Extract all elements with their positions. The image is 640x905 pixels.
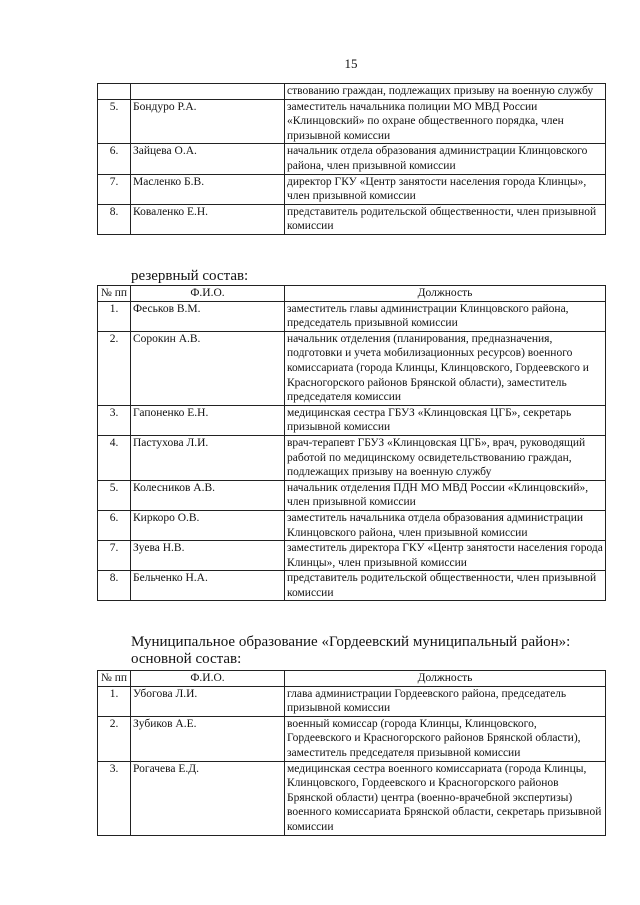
row-number: 5. (98, 99, 131, 144)
row-number: 2. (98, 331, 131, 405)
table-row (98, 510, 606, 540)
row-number: 7. (98, 174, 131, 204)
row-position: глава администрации Гордеевского района, председатель призывной комиссии (285, 686, 606, 716)
row-name: Киркоро О.В. (131, 510, 285, 540)
table-row (98, 174, 606, 204)
gordeevsky-section-subtitle: основной состав: (131, 651, 242, 667)
table-row (98, 435, 606, 480)
row-number: 8. (98, 571, 131, 601)
header-name: Ф.И.О. (131, 286, 285, 302)
row-number: 2. (98, 716, 131, 761)
continuation-table (97, 83, 606, 235)
row-name: Пастухова Л.И. (131, 435, 285, 480)
table-row (98, 480, 606, 510)
gordeevsky-section-title: Муниципальное образование «Гордеевский муниципальный район»: (131, 634, 571, 650)
table-row (98, 99, 606, 144)
table-row (98, 331, 606, 405)
table-row (98, 541, 606, 571)
row-number: 3. (98, 761, 131, 835)
row-position: представитель родительской общественности, член призывной комиссии (285, 204, 606, 234)
page-number: 15 (344, 56, 358, 71)
table-header-row (98, 671, 606, 687)
row-position: ствованию граждан, подлежащих призыву на военную службу (285, 84, 606, 100)
row-name: Зайцева О.А. (131, 144, 285, 174)
row-name: Гапоненко Е.Н. (131, 405, 285, 435)
table-row (98, 761, 606, 835)
row-name: Масленко Б.В. (131, 174, 285, 204)
reserve-section-title: резервный состав: (131, 268, 249, 284)
row-position: медицинская сестра ГБУЗ «Клинцовская ЦГБ», секретарь призывной комиссии (285, 405, 606, 435)
row-name (131, 84, 285, 100)
row-name: Коваленко Е.Н. (131, 204, 285, 234)
row-name: Рогачева Е.Д. (131, 761, 285, 835)
table-row (98, 716, 606, 761)
row-name: Бельченко Н.А. (131, 571, 285, 601)
row-position: начальник отделения ПДН МО МВД России «Клинцовский», член призывной комиссии (285, 480, 606, 510)
row-name: Бондуро Р.А. (131, 99, 285, 144)
table-row (98, 686, 606, 716)
row-number (98, 84, 131, 100)
header-name: Ф.И.О. (131, 671, 285, 687)
table-row (98, 84, 606, 100)
row-number: 6. (98, 510, 131, 540)
table-row (98, 405, 606, 435)
row-name: Сорокин А.В. (131, 331, 285, 405)
row-number: 1. (98, 301, 131, 331)
row-position: начальник отдела образования администрации Клинцовского района, член призывной комиссии (285, 144, 606, 174)
row-position: заместитель главы администрации Клинцовского района, председатель призывной комиссии (285, 301, 606, 331)
table-row (98, 301, 606, 331)
header-num: № пп (98, 671, 131, 687)
row-position: заместитель начальника полиции МО МВД России «Клинцовский» по охране общественного порядка, член призывной комиссии (285, 99, 606, 144)
row-number: 4. (98, 435, 131, 480)
row-name: Зуева Н.В. (131, 541, 285, 571)
header-num: № пп (98, 286, 131, 302)
gordeevsky-table (97, 670, 606, 836)
row-name: Зубиков А.Е. (131, 716, 285, 761)
row-name: Убогова Л.И. (131, 686, 285, 716)
row-position: заместитель начальника отдела образования администрации Клинцовского района, член призывной комиссии (285, 510, 606, 540)
row-number: 1. (98, 686, 131, 716)
row-name: Колесников А.В. (131, 480, 285, 510)
reserve-table (97, 285, 606, 601)
header-position: Должность (285, 671, 606, 687)
row-name: Феськов В.М. (131, 301, 285, 331)
row-position: заместитель директора ГКУ «Центр занятости населения города Клинцы», член призывной комиссии (285, 541, 606, 571)
row-position: представитель родительской общественности, член призывной комиссии (285, 571, 606, 601)
header-position: Должность (285, 286, 606, 302)
row-number: 7. (98, 541, 131, 571)
row-number: 8. (98, 204, 131, 234)
row-position: начальник отделения (планирования, предназначения, подготовки и учета мобилизационных ресурсов) военного комиссариата (города Клинцы, Клинцовского, Гордеевского и Красногорского районов Брянской области), заместитель председателя комиссии (285, 331, 606, 405)
table-row (98, 571, 606, 601)
row-position: медицинская сестра военного комиссариата (города Клинцы, Клинцовского, Гордеевского и Красногорского районов Брянской области) центра (военно-врачебной экспертизы) военного комиссариата Брянской области, секретарь призывной комиссии (285, 761, 606, 835)
table-row (98, 144, 606, 174)
row-position: военный комиссар (города Клинцы, Клинцовского, Гордеевского и Красногорского районов Брянской области), заместитель председателя призывной комиссии (285, 716, 606, 761)
row-number: 3. (98, 405, 131, 435)
table-header-row (98, 286, 606, 302)
table-row (98, 204, 606, 234)
row-position: врач-терапевт ГБУЗ «Клинцовская ЦГБ», врач, руководящий работой по медицинскому освидетельствованию граждан, подлежащих призыву на военную службу (285, 435, 606, 480)
row-position: директор ГКУ «Центр занятости населения города Клинцы», член призывной комиссии (285, 174, 606, 204)
row-number: 5. (98, 480, 131, 510)
row-number: 6. (98, 144, 131, 174)
